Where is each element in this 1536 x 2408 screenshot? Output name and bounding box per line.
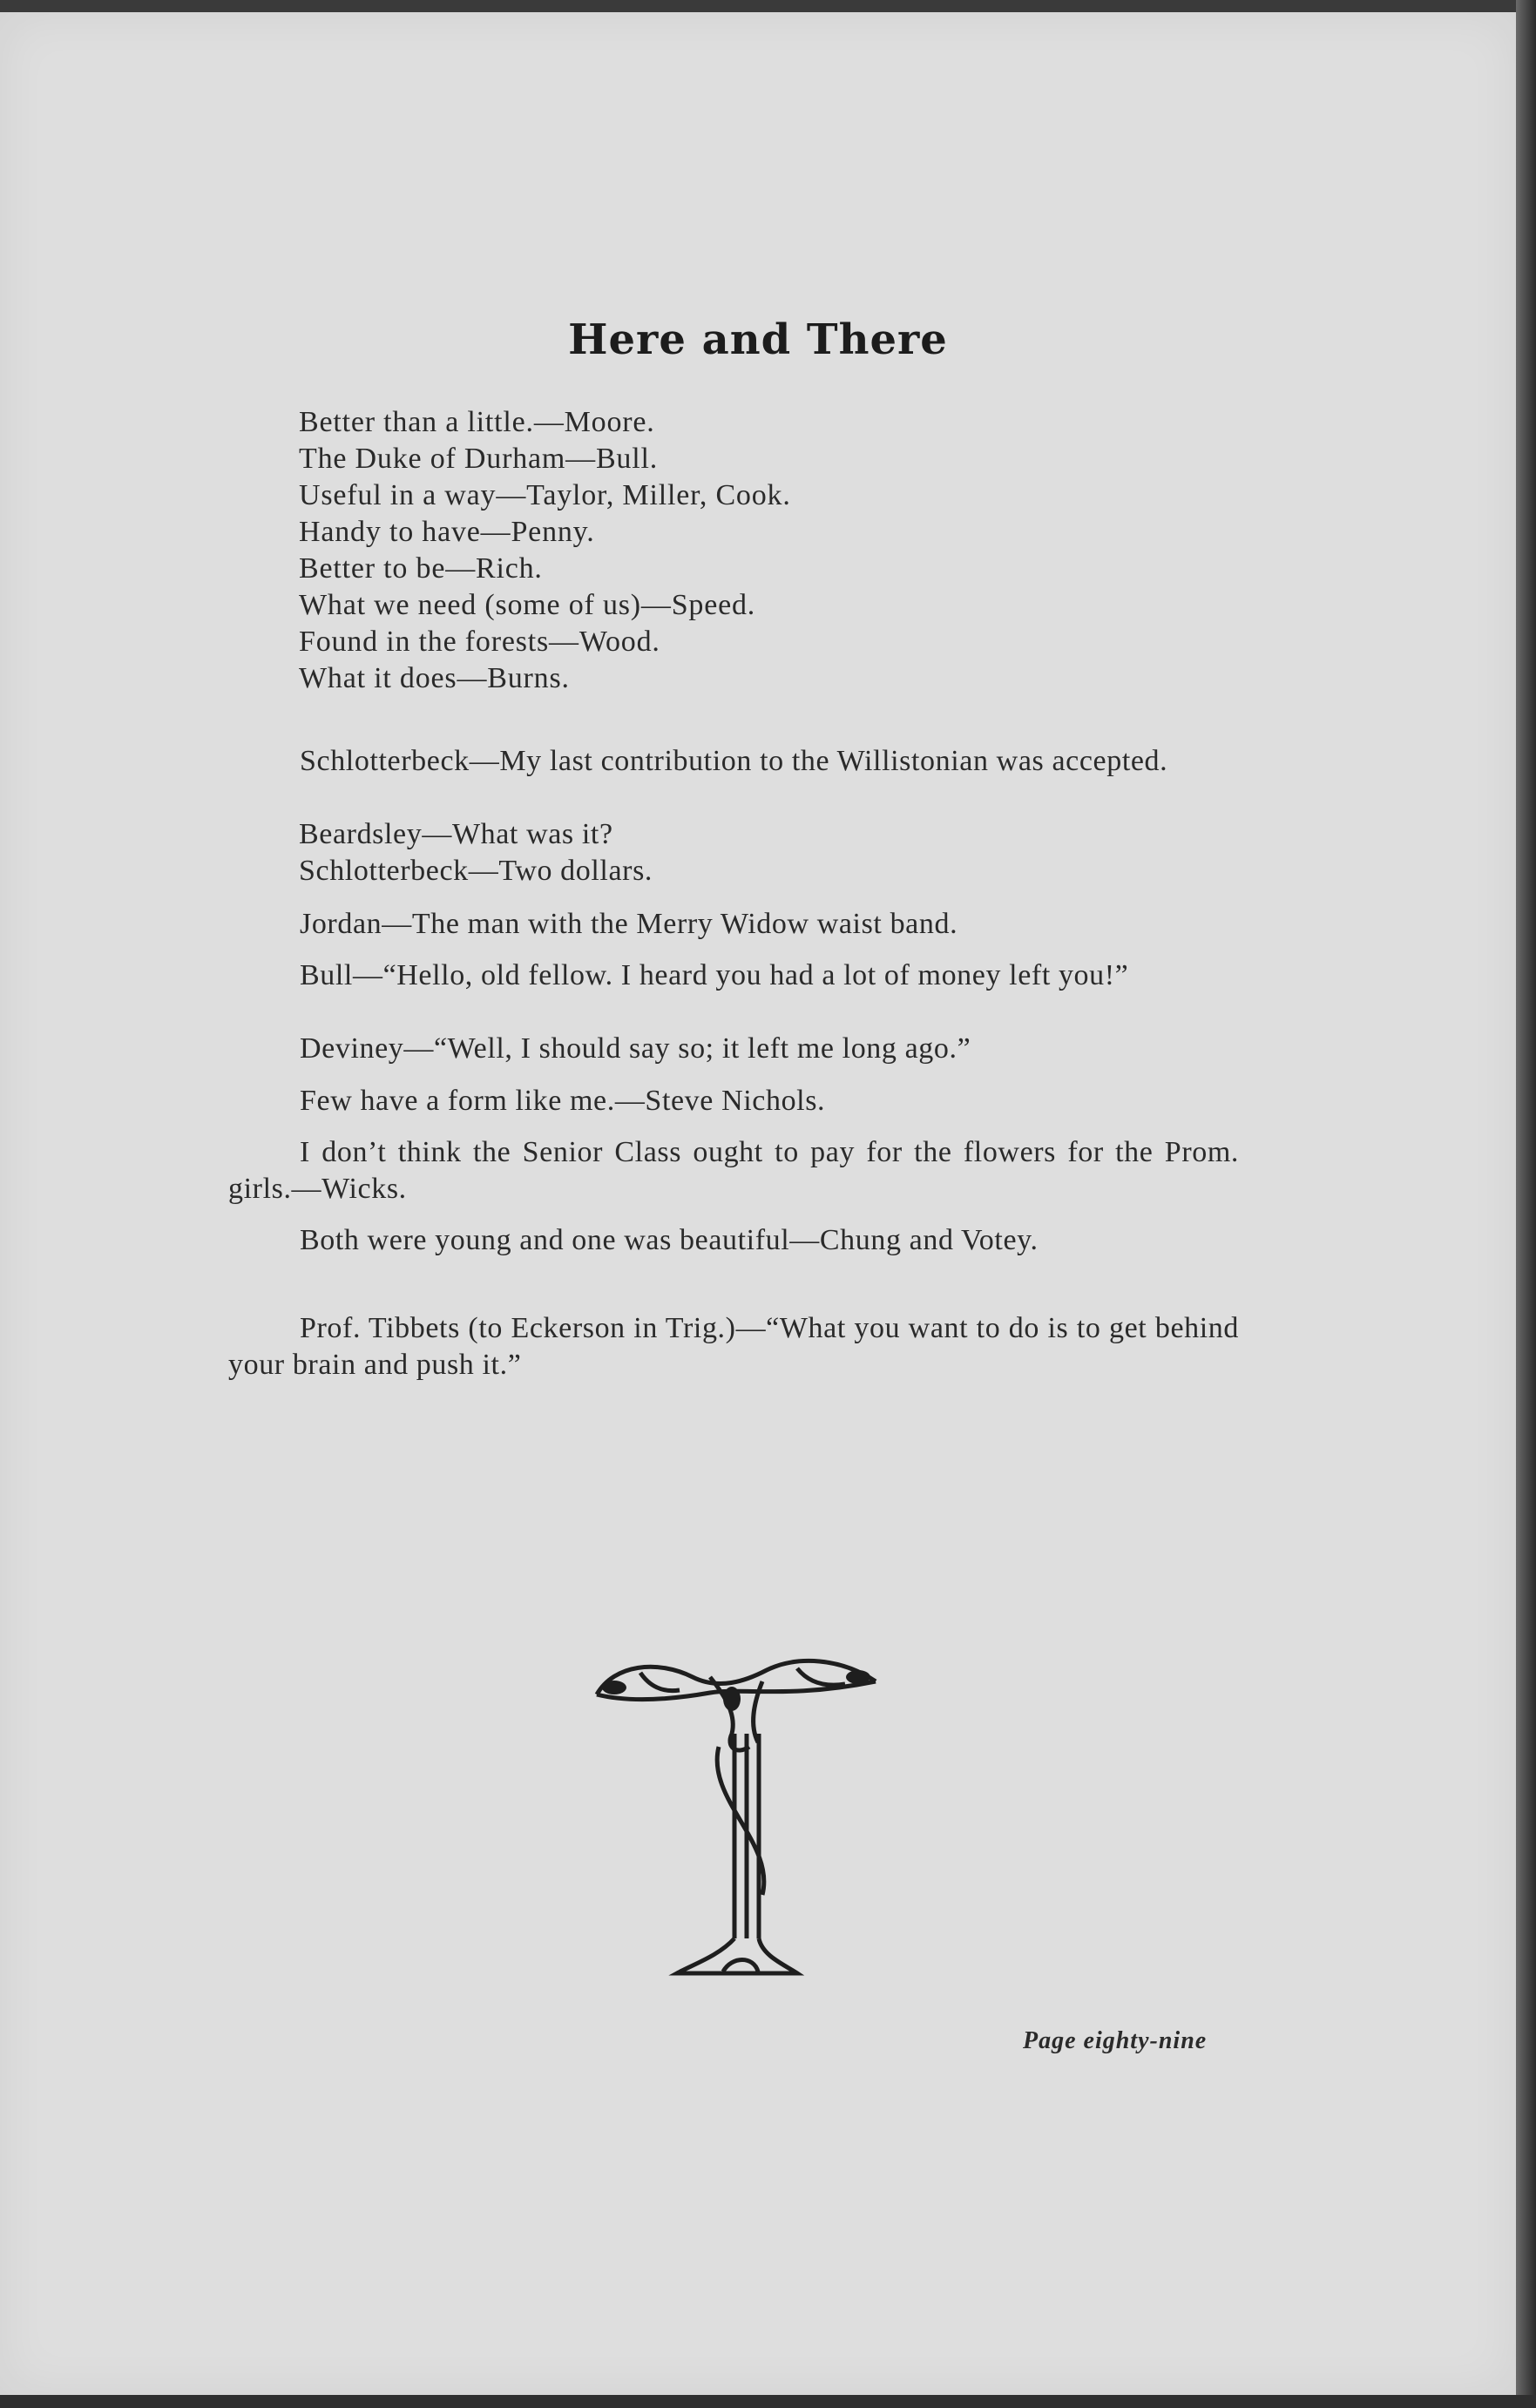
quip-list — [299, 404, 791, 697]
decorative-initial-t-icon — [579, 1651, 893, 1978]
paragraph-beardsley: Beardsley—What was it? — [299, 818, 613, 850]
paragraph-schlotterbeck: Schlotterbeck—My last contribution to the Willistonian was accepted. — [300, 745, 1168, 777]
list-item: Better to be—Rich. — [299, 552, 543, 585]
page-number: Page eighty-nine — [1023, 2027, 1208, 2054]
list-item: Useful in a way—Taylor, Miller, Cook. — [299, 479, 791, 511]
paragraph-nichols: Few have a form like me.—Steve Nichols. — [300, 1085, 826, 1117]
paragraph-schlotterbeck-reply: Schlotterbeck—Two dollars. — [299, 855, 653, 887]
paragraph-bull: Bull—“Hello, old fellow. I heard you had a lot of money left you!” — [300, 959, 1129, 991]
paragraph-tibbets: Prof. Tibbets (to Eckerson in Trig.)—“What you want to do is to get behind your brain and push it.” — [228, 1312, 1239, 1381]
paragraph-jordan: Jordan—The man with the Merry Widow waist band. — [300, 908, 958, 940]
bottom-edge — [0, 2395, 1536, 2408]
list-item: Handy to have—Penny. — [299, 516, 595, 548]
list-item: The Duke of Durham—Bull. — [299, 443, 659, 475]
paragraph-deviney: Deviney—“Well, I should say so; it left me long ago.” — [300, 1032, 971, 1065]
paragraph-chung-votey: Both were young and one was beautiful—Chung and Votey. — [300, 1224, 1039, 1256]
page-edge — [1516, 0, 1536, 2408]
paragraph-wicks: I don’t think the Senior Class ought to pay for the flowers for the Prom. girls.—Wicks. — [228, 1136, 1239, 1205]
page-heading: Here and There — [568, 315, 948, 364]
list-item: Found in the forests—Wood. — [299, 626, 660, 658]
list-item: Better than a little.—Moore. — [299, 406, 655, 438]
list-item: What we need (some of us)—Speed. — [299, 589, 756, 621]
list-item: What it does—Burns. — [299, 662, 570, 694]
